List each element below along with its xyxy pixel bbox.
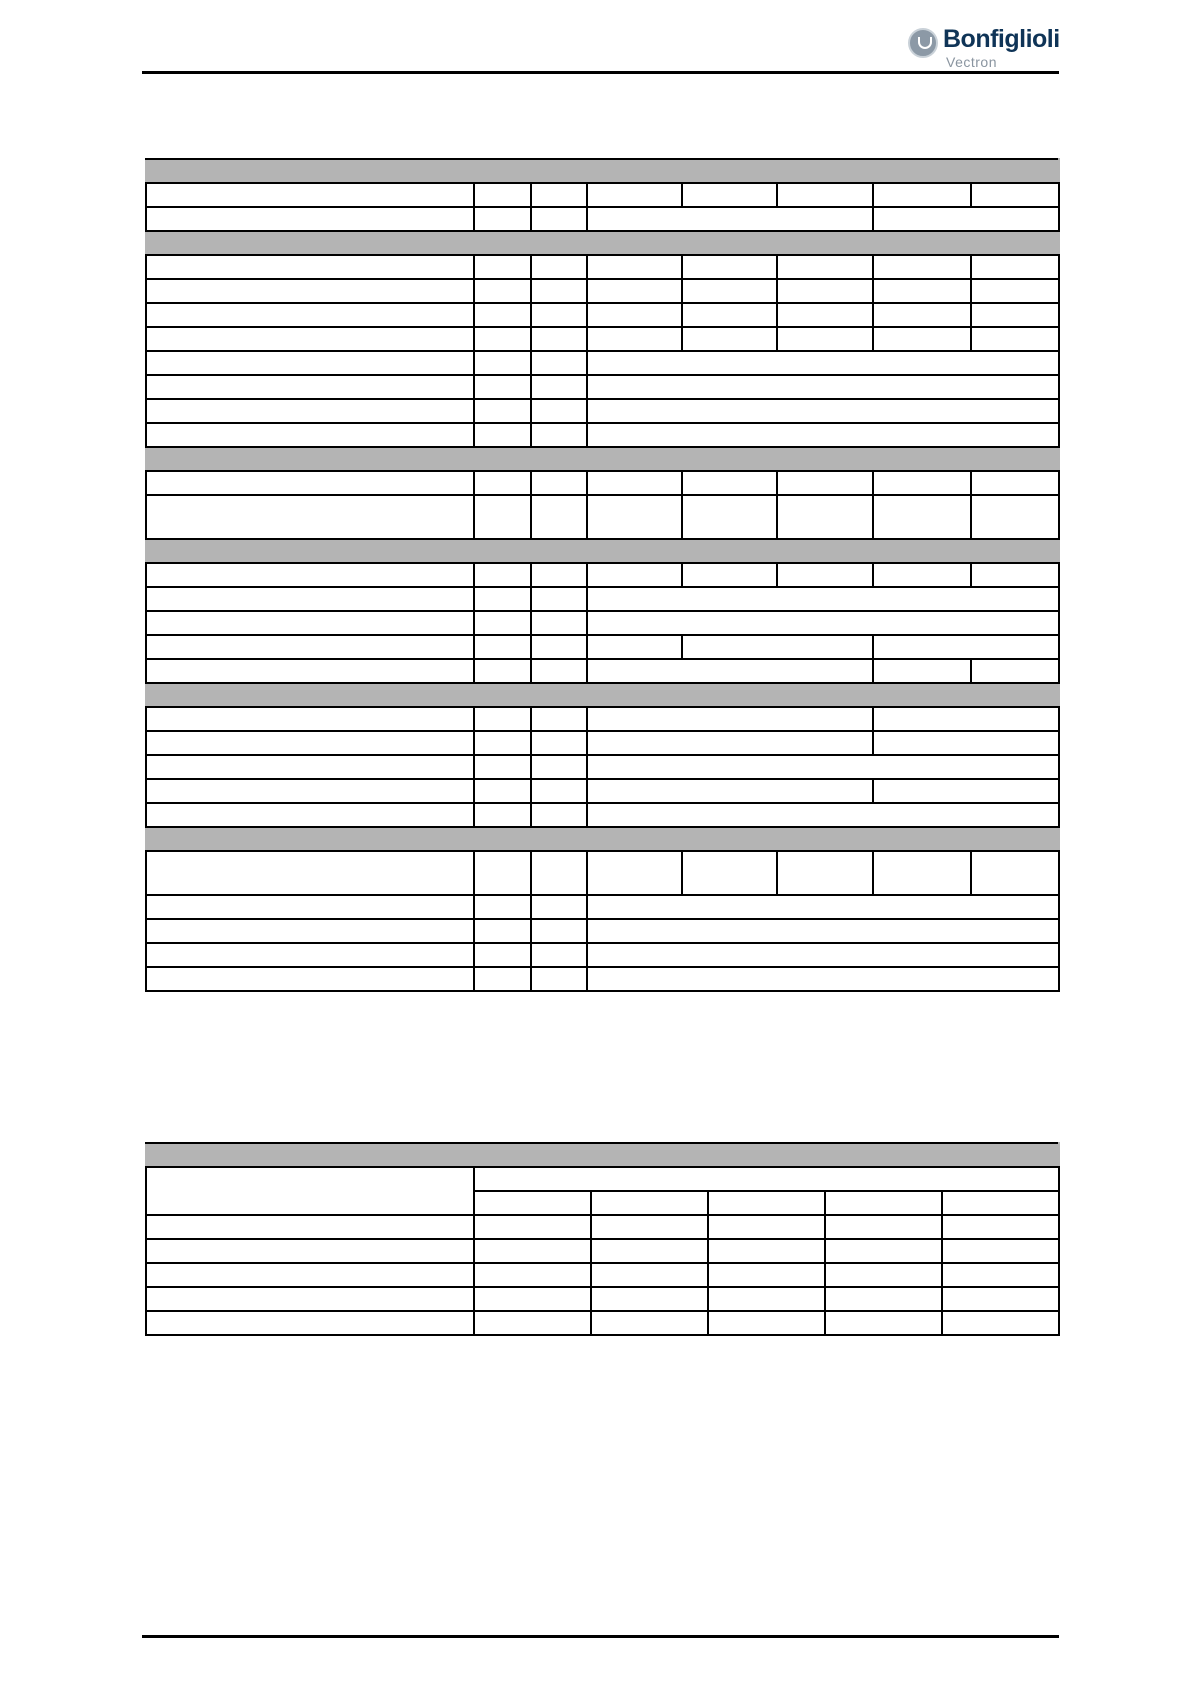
table-row [146, 1215, 1059, 1239]
table-row [146, 587, 1059, 611]
table-row [146, 279, 1059, 303]
table-row [146, 423, 1059, 447]
table-row [146, 399, 1059, 423]
table-row [146, 731, 1059, 755]
table-header-row [146, 1167, 1059, 1191]
logo-brand-text: Bonfiglioli [943, 25, 1060, 53]
table-row [146, 851, 1059, 895]
table-row [146, 943, 1059, 967]
footer-rule [142, 1635, 1059, 1638]
section-band [146, 827, 1059, 851]
table-row [146, 183, 1059, 207]
section-band [146, 159, 1059, 183]
table-row [146, 967, 1059, 991]
section-band [146, 539, 1059, 563]
table-row [146, 255, 1059, 279]
table-row [146, 919, 1059, 943]
table-row [146, 303, 1059, 327]
table-row [146, 779, 1059, 803]
section-band [146, 231, 1059, 255]
table-row [146, 803, 1059, 827]
table-row [146, 495, 1059, 539]
table-row [146, 707, 1059, 731]
logo-emblem-icon [908, 28, 938, 58]
section-band [146, 447, 1059, 471]
table-row [146, 1311, 1059, 1335]
table-row [146, 563, 1059, 587]
data-table-2 [145, 1142, 1060, 1336]
table-row [146, 895, 1059, 919]
header-rule [142, 71, 1059, 74]
table-row [146, 351, 1059, 375]
table-row [146, 471, 1059, 495]
table-row [146, 327, 1059, 351]
table-row [146, 755, 1059, 779]
company-logo [908, 25, 1070, 73]
section-band [146, 1143, 1059, 1167]
table-row [146, 659, 1059, 683]
table-row [146, 207, 1059, 231]
section-band [146, 683, 1059, 707]
table-row [146, 611, 1059, 635]
logo-sub-text: Vectron [946, 54, 997, 70]
table-row [146, 375, 1059, 399]
table-row [146, 1239, 1059, 1263]
table-row [146, 1263, 1059, 1287]
table-row [146, 1287, 1059, 1311]
table-row [146, 635, 1059, 659]
data-table-1 [145, 158, 1060, 992]
